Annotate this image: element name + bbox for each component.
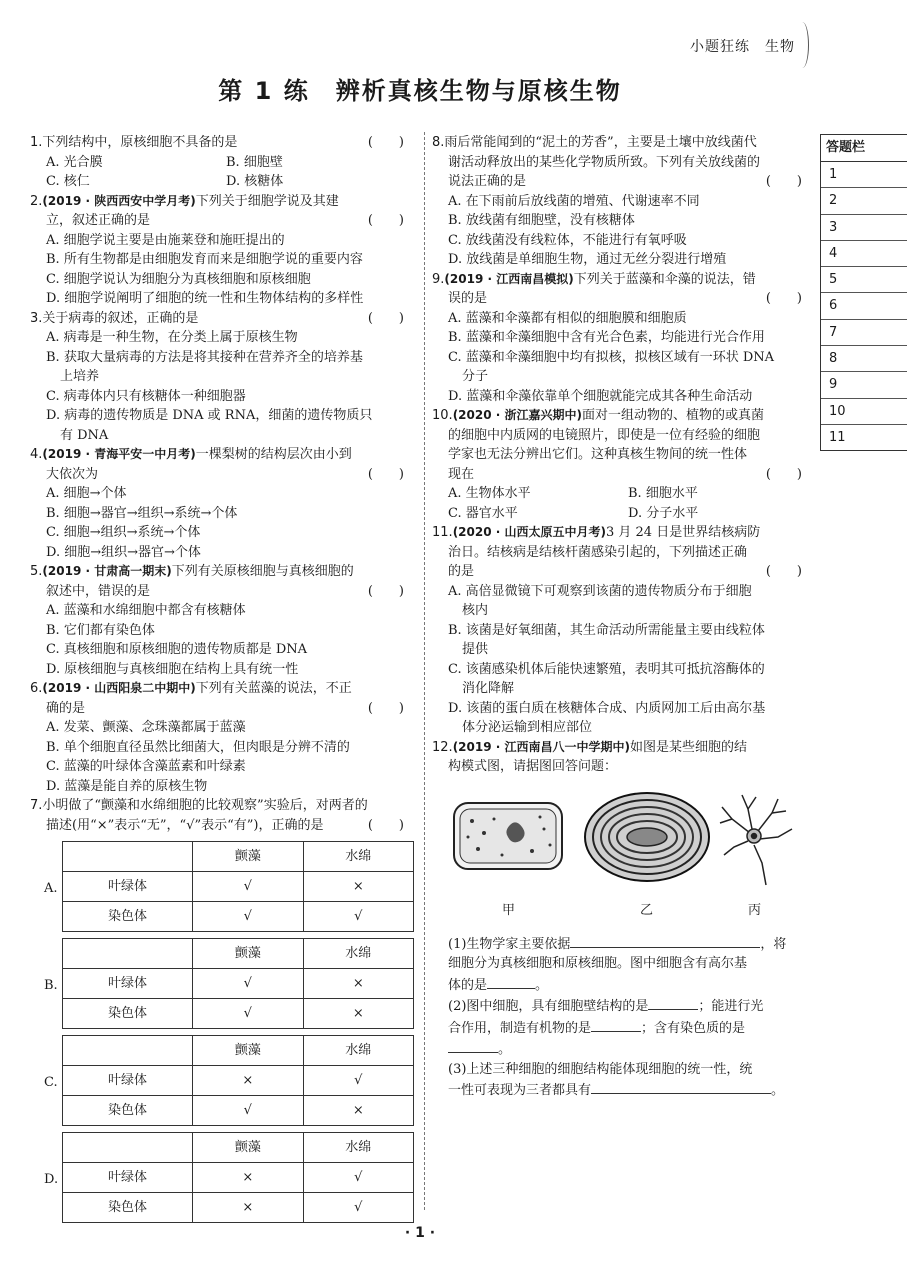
question-3: 3.关于病毒的叙述，正确的是 ( ) A. 病毒是一种生物，在分类上属于原核生物 B. 获取大量病毒的方法是将其接种在营养齐全的培养基 上培养 C. 病毒体内只有核糖体一种细胞器 D. 病毒的遗传物质是 DNA 或 RNA，细菌的遗传物质只 有 DNA	[30, 310, 404, 443]
page-title: 第 1 练 辨析真核生物与原核生物	[218, 77, 622, 105]
figure-label-jia: 甲	[502, 902, 516, 918]
answer-row[interactable]: 8	[821, 346, 907, 372]
cell-diagrams	[432, 789, 816, 899]
answer-row[interactable]: 4	[821, 241, 907, 267]
option-tables	[30, 841, 418, 1223]
answer-row[interactable]: 5	[821, 267, 907, 293]
column-divider	[424, 132, 425, 1210]
question-6: 6.(2019 · 山西阳泉二中期中)下列有关蓝藻的说法，不正 确的是 ( ) A. 发菜、颤藻、念珠藻都属于蓝藻 B. 单个细胞直径虽然比细菌大，但肉眼是分辨不清的 C. 蓝藻的叶绿体含藻蓝素和叶绿素 D. 蓝藻是能自养的原核生物	[30, 681, 404, 794]
answer-blank[interactable]	[648, 995, 698, 1010]
answer-blank[interactable]	[570, 933, 760, 948]
answer-row[interactable]: 2	[821, 188, 907, 214]
answer-row[interactable]: 6	[821, 293, 907, 319]
answer-box	[820, 134, 907, 451]
figure-label-yi: 乙	[640, 902, 654, 918]
right-column	[432, 133, 816, 1101]
answer-blank[interactable]	[487, 974, 535, 989]
question-8: 8.雨后常能闻到的“泥土的芳香”，主要是土壤中放线菌代 谢活动释放出的某些化学物质所致。下列有关放线菌的 说法正确的是 ( ) A. 在下雨前后放线菌的增殖、代谢速率不同 B. 放线菌有细胞壁，没有核糖体 C. 放线菌没有线粒体，不能进行有氧呼吸 D. 放线菌是单细胞生物，通过无丝分裂进行增殖	[432, 135, 802, 267]
option-table-d: D. 颤藻 水绵 叶绿体 × √ 染色体 × √	[30, 1132, 418, 1223]
header-series: 小题狂练 生物	[690, 39, 795, 55]
answer-blank[interactable]	[591, 1017, 641, 1032]
answer-row[interactable]: 9	[821, 372, 907, 398]
left-column	[30, 133, 418, 1229]
answer-blank[interactable]	[448, 1038, 498, 1053]
question-7: 7.小明做了“颤藻和水绵细胞的比较观察”实验后，对两者的 描述(用“×”表示“无”，“√”表示“有”)，正确的是 ( ) A. 颤藻 水绵 叶绿体 √ × 染色体 √ √ B. 颤藻 水绵 叶绿体 √ × 染色体 √ × C. 颤藻 水绵 叶绿体 × √ 染色体 √ × D. 颤藻 水绵 叶绿体 × √ 染色体 × √	[30, 796, 418, 1223]
answer-row[interactable]: 10	[821, 399, 907, 425]
answer-box-label: 答题栏	[821, 135, 907, 162]
page-number: · 1 ·	[404, 1225, 436, 1241]
question-12: 12.(2019 · 江西南昌八一中学期中)如图是某些细胞的结 构模式图，请据图回答问题： 甲 乙 丙 (1)生物学家主要依据 ，将 细胞分为真核细胞和原核细胞。图中细胞含有高尔基 体的是 。 (2)图中细胞，具有细胞壁结构的是 ；能进行光 合作用，制造有机物的是 ；含有染色质的是 。 (3)上述三种细胞的细胞结构能体现细胞的统一性，统 一性可表现为三者都具有 。	[432, 738, 816, 1101]
question-1: 1.下列结构中，原核细胞不具备的是 ( ) A. 光合膜 B. 细胞壁 C. 核仁 D. 核糖体	[30, 135, 404, 189]
question-4: 4.(2019 · 青海平安一中月考)一棵梨树的结构层次由小到 大依次为 ( ) A. 细胞→个体 B. 细胞→器官→组织→系统→个体 C. 细胞→组织→系统→个体 D. 细胞→组织→器官→个体	[30, 447, 404, 560]
cell-figure-yi	[585, 793, 709, 881]
question-10: 10.(2020 · 浙江嘉兴期中)面对一组动物的、植物的或真菌 的细胞中内质网的电镜照片，即使是一位有经验的细胞 学家也无法分辨出它们。这种真核生物间的统一性体 现在 ( ) A. 生物体水平 B. 细胞水平 C. 器官水平 D. 分子水平	[432, 408, 802, 521]
question-5: 5.(2019 · 甘肃高一期末)下列有关原核细胞与真核细胞的 叙述中，错误的是 ( ) A. 蓝藻和水绵细胞中都含有核糖体 B. 它们都有染色体 C. 真核细胞和原核细胞的遗传物质都是 DNA D. 原核细胞与真核细胞在结构上具有统一性	[30, 564, 404, 677]
header-ornament	[796, 22, 809, 68]
question-9: 9.(2019 · 江西南昌模拟)下列关于蓝藻和伞藻的说法，错 误的是 ( ) A. 蓝藻和伞藻都有相似的细胞膜和细胞质 B. 蓝藻和伞藻细胞中含有光合色素，均能进行光合作用 C. 蓝藻和伞藻细胞中均有拟核，拟核区域有一环状 DNA 分子 D. 蓝藻和伞藻依靠单个细胞就能完成其各种生命活动	[432, 271, 802, 404]
cell-figure-jia	[454, 803, 562, 869]
answer-blank[interactable]	[591, 1079, 771, 1094]
option-table-b: B. 颤藻 水绵 叶绿体 √ × 染色体 √ ×	[30, 938, 418, 1029]
question-12-parts: (1)生物学家主要依据 ，将 细胞分为真核细胞和原核细胞。图中细胞含有高尔基 体的是 。 (2)图中细胞，具有细胞壁结构的是 ；能进行光 合作用，制造有机物的是 ；含有染色质的是 。 (3)上述三种细胞的细胞结构能体现细胞的统一性，统 一性可表现为三者都具有 。	[432, 933, 816, 1101]
cell-figures	[432, 789, 816, 919]
answer-row[interactable]: 11	[829, 429, 846, 445]
figure-label-bing: 丙	[748, 902, 762, 918]
option-table-c: C. 颤藻 水绵 叶绿体 × √ 染色体 √ ×	[30, 1035, 418, 1126]
answer-row[interactable]: 3	[821, 215, 907, 241]
question-11: 11.(2020 · 山西太原五中月考)3 月 24 日是世界结核病防 治日。结核病是结核杆菌感染引起的，下列描述正确 的是 ( ) A. 高倍显微镜下可观察到该菌的遗传物质分布于细胞 核内 B. 该菌是好氧细菌，其生命活动所需能量主要由线粒体 提供 C. 该菌感染机体后能快速繁殖，表明其可抵抗溶酶体的 消化降解 D. 该菌的蛋白质在核糖体合成、内质网加工后由高尔基 体分泌运输到相应部位	[432, 525, 802, 735]
cell-figure-bing	[720, 795, 792, 885]
answer-row[interactable]: 7	[821, 320, 907, 346]
answer-row[interactable]: 1	[821, 162, 907, 188]
question-2: 2.(2019 · 陕西西安中学月考)下列关于细胞学说及其建 立，叙述正确的是 ( ) A. 细胞学说主要是由施莱登和施旺提出的 B. 所有生物都是由细胞发育而来是细胞学说的重要内容 C. 细胞学说认为细胞分为真核细胞和原核细胞 D. 细胞学说阐明了细胞的统一性和生物体结构的多样性	[30, 193, 404, 306]
option-table-a: A. 颤藻 水绵 叶绿体 √ × 染色体 √ √	[30, 841, 418, 932]
